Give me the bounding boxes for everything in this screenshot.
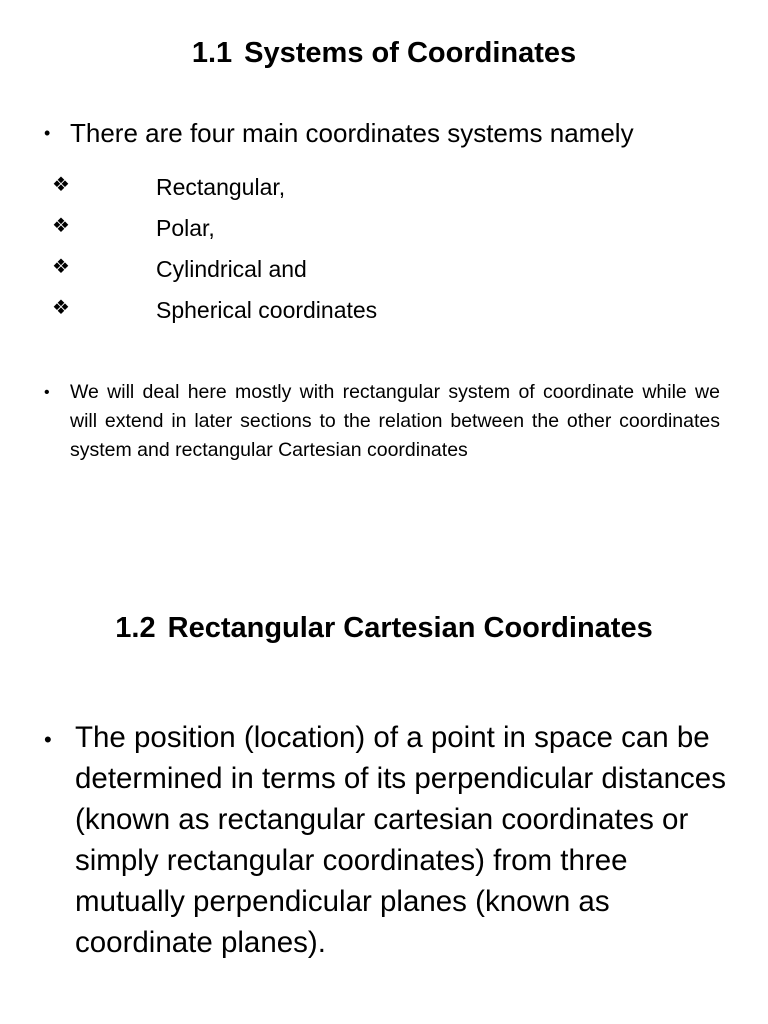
diamond-bullet-icon: ❖ [52, 174, 70, 196]
bullet-icon: • [44, 123, 51, 143]
section-1-heading: Systems of Coordinates [244, 37, 577, 69]
section-1-number: 1.1 [191, 37, 233, 69]
body-text: The position (location) of a point in space can be determined in terms of its perpendicular distances (known as rectangular cartesian coordinates or simply rectangular coordinates) from three mutually perpendicular planes (known as coordinate planes). [75, 721, 726, 959]
coordinate-systems-list [50, 170, 750, 334]
list-item-text: Rectangular, [156, 174, 286, 200]
note-text: We will deal here mostly with rectangular system of coordinate while we will extend in later sections to the relation between the other coordinates system and rectangular Cartesian coordinates [70, 381, 720, 461]
list-item [50, 170, 750, 211]
section-2-number: 1.2 [115, 612, 156, 644]
list-item [50, 211, 750, 252]
diamond-bullet-icon: ❖ [52, 297, 70, 319]
diamond-bullet-icon: ❖ [52, 256, 70, 278]
list-item [50, 293, 750, 334]
list-item-text: Polar, [156, 215, 215, 241]
diamond-bullet-icon: ❖ [52, 215, 70, 237]
list-item-text: Cylindrical and [156, 256, 307, 282]
body-paragraph [44, 717, 734, 963]
bullet-icon: • [44, 727, 52, 752]
bullet-icon: • [44, 384, 50, 401]
list-item-text: Spherical coordinates [156, 297, 378, 323]
note-paragraph [44, 378, 720, 465]
section-1-title [0, 36, 768, 70]
section-2-heading: Rectangular Cartesian Coordinates [167, 612, 653, 644]
list-item [50, 252, 750, 293]
intro-text: There are four main coordinates systems namely [70, 118, 634, 148]
section-2-title [0, 611, 768, 645]
